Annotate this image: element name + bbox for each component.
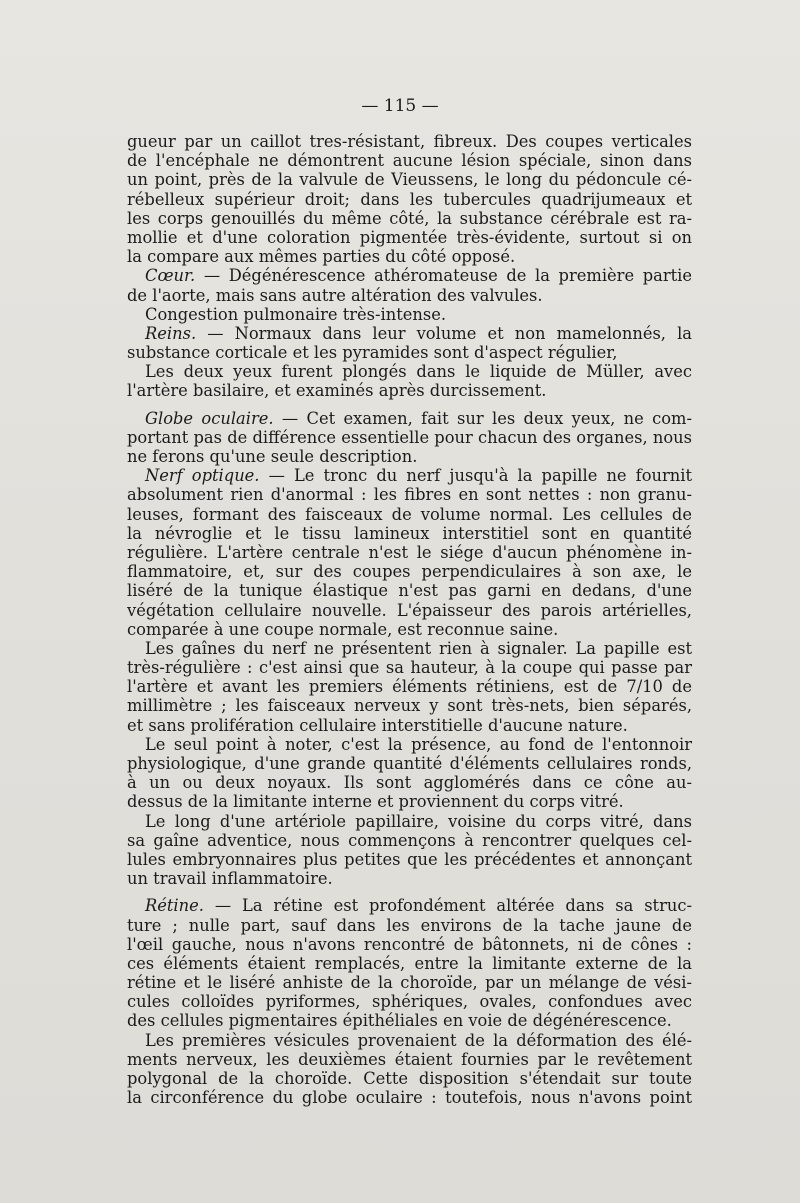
line-text: l'artère et avant les premiers éléments rétiniens, est de 7/10 de (127, 677, 692, 697)
text-line (127, 973, 692, 992)
text-line (127, 812, 692, 831)
text-line (127, 524, 692, 543)
line-text: — Cet examen, fait sur les deux yeux, ne com- (273, 408, 692, 428)
line-text: ces éléments étaient remplacés, entre la limitante externe de la (127, 953, 692, 973)
line-text: substance corticale et les pyramides sont d'aspect régulier, (127, 343, 618, 363)
text-line (127, 466, 692, 485)
line-text: — Normaux dans leur volume et non mamelonnés, la (196, 323, 692, 343)
text-line (127, 1011, 692, 1030)
text-line (127, 869, 692, 888)
line-text: comparée à une coupe normale, est reconnue saine. (127, 619, 559, 639)
paragraph-gap (127, 401, 692, 409)
section-heading: Reins. (145, 323, 197, 343)
text-line (127, 831, 692, 850)
line-text: millimètre ; les faisceaux nerveux y sont très-nets, bien séparés, (127, 696, 692, 716)
text-line (127, 324, 692, 343)
text-line (127, 447, 692, 466)
text-line (127, 343, 692, 362)
text-line (127, 658, 692, 677)
line-text: très-régulière : c'est ainsi que sa hauteur, à la coupe qui passe par (127, 658, 692, 678)
line-text: rétine et le liséré anhiste de la choroïde, par un mélange de vési- (127, 973, 692, 993)
line-text: dessus de la limitante interne et proviennent du corps vitré. (127, 792, 624, 812)
line-text: à un ou deux noyaux. Ils sont agglomérés dans ce cône au- (127, 773, 692, 793)
line-text: de l'encéphale ne démontrent aucune lésion spéciale, sinon dans (127, 151, 692, 171)
text-line (127, 773, 692, 792)
text-line (127, 228, 692, 247)
section-heading: Cœur. (145, 266, 196, 286)
text-line (127, 1088, 692, 1107)
line-text: — La rétine est profondément altérée dans sa struc- (203, 896, 692, 916)
text-line (127, 792, 692, 811)
body-text (127, 132, 692, 1107)
line-text: polygonal de la choroïde. Cette disposition s'étendait sur toute (127, 1069, 692, 1088)
line-text: mollie et d'une coloration pigmentée très-évidente, surtout si on (127, 227, 692, 247)
text-line (127, 581, 692, 600)
text-line (127, 639, 692, 658)
line-text: lules embryonnaires plus petites que les précédentes et annonçant (127, 849, 692, 869)
text-line (127, 190, 692, 209)
line-text: physiologique, d'une grande quantité d'éléments cellulaires ronds, (127, 754, 692, 773)
section-heading: Rétine. (145, 896, 204, 916)
line-text: la circonférence du globe oculaire : toutefois, nous n'avons point (127, 1088, 692, 1108)
line-text: Le long d'une artériole papillaire, voisine du corps vitré, dans (145, 811, 692, 831)
text-line (127, 1069, 692, 1088)
text-line (127, 735, 692, 754)
text-line (127, 716, 692, 735)
text-line (127, 286, 692, 305)
line-text: un point, près de la valvule de Vieussens, le long du pédoncule cé- (127, 170, 692, 190)
line-text: gueur par un caillot tres-résistant, fibreux. Des coupes verticales (127, 132, 692, 151)
line-text: et sans prolifération cellulaire interstitielle d'aucune nature. (127, 715, 628, 735)
line-text: rébelleux supérieur droit; dans les tubercules quadrijumeaux et (127, 189, 692, 209)
line-text: ments nerveux, les deuxièmes étaient fournies par le revêtement (127, 1049, 692, 1069)
line-text: ture ; nulle part, sauf dans les environs de la tache jaune de (127, 915, 692, 935)
text-line (127, 362, 692, 381)
line-text: sa gaîne adventice, nous commençons à rencontrer quelques cel- (127, 830, 692, 850)
text-line (127, 916, 692, 935)
page-number: — 115 — (361, 96, 439, 116)
paragraph-gap (127, 888, 692, 896)
text-line (127, 266, 692, 285)
text-line (127, 209, 692, 228)
text-line (127, 151, 692, 170)
line-text: de l'aorte, mais sans autre altération des valvules. (127, 285, 543, 305)
line-text: Les premières vésicules provenaient de la déformation des élé- (145, 1030, 692, 1050)
line-text: flammatoire, et, sur des coupes perpendiculaires à son axe, le (127, 562, 692, 582)
text-line (127, 1050, 692, 1069)
text-line (127, 935, 692, 954)
line-text: un travail inflammatoire. (127, 869, 333, 889)
text-line (127, 601, 692, 620)
line-text: cules colloïdes pyriformes, sphériques, ovales, confondues avec (127, 992, 692, 1012)
section-heading: Globe oculaire. (145, 408, 274, 428)
line-text: liséré de la tunique élastique n'est pas garni en dedans, d'une (127, 581, 692, 601)
line-text: les corps genouillés du même côté, la substance cérébrale est ra- (127, 208, 692, 228)
text-line (127, 543, 692, 562)
text-line (127, 896, 692, 915)
line-text: absolument rien d'anormal : les fibres en sont nettes : non granu- (127, 485, 692, 505)
line-text: — Dégénérescence athéromateuse de la première partie (195, 266, 692, 286)
line-text: Les gaînes du nerf ne présentent rien à signaler. La papille est (145, 638, 692, 658)
line-text: Le seul point à noter, c'est la présence, au fond de l'entonnoir (145, 734, 692, 754)
line-text: portant pas de différence essentielle pour chacun des organes, nous (127, 427, 692, 447)
line-text: des cellules pigmentaires épithéliales en voie de dégénérescence. (127, 1011, 672, 1031)
text-line (127, 505, 692, 524)
text-line (127, 562, 692, 581)
text-line (127, 620, 692, 639)
line-text: l'œil gauche, nous n'avons rencontré de bâtonnets, ni de cônes : (127, 934, 692, 954)
line-text: leuses, formant des faisceaux de volume normal. Les cellules de (127, 504, 692, 524)
text-line (127, 992, 692, 1011)
text-line (127, 305, 692, 324)
line-text: régulière. L'artère centrale n'est le siége d'aucun phénomène in- (127, 542, 692, 562)
line-text: ne ferons qu'une seule description. (127, 447, 418, 466)
text-line (127, 850, 692, 869)
text-line (127, 696, 692, 715)
text-line (127, 1031, 692, 1050)
text-line (127, 954, 692, 973)
text-line (127, 677, 692, 696)
text-line (127, 247, 692, 266)
text-line (127, 485, 692, 504)
text-line (127, 170, 692, 189)
line-text: la compare aux mêmes parties du côté opposé. (127, 247, 516, 267)
line-text: végétation cellulaire nouvelle. L'épaisseur des parois artérielles, (127, 600, 692, 620)
section-heading: Nerf optique. (145, 466, 260, 486)
line-text: Les deux yeux furent plongés dans le liquide de Müller, avec (145, 362, 692, 382)
text-line (127, 409, 692, 428)
line-text: — Le tronc du nerf jusqu'à la papille ne fournit (259, 466, 692, 486)
text-line (127, 132, 692, 151)
line-text: l'artère basilaire, et examinés après durcissement. (127, 381, 547, 401)
text-line (127, 381, 692, 400)
line-text: la névroglie et le tissu lamineux interstitiel sont en quantité (127, 523, 692, 543)
text-line (127, 754, 692, 773)
text-line (127, 428, 692, 447)
line-text: Congestion pulmonaire très-intense. (145, 304, 447, 324)
